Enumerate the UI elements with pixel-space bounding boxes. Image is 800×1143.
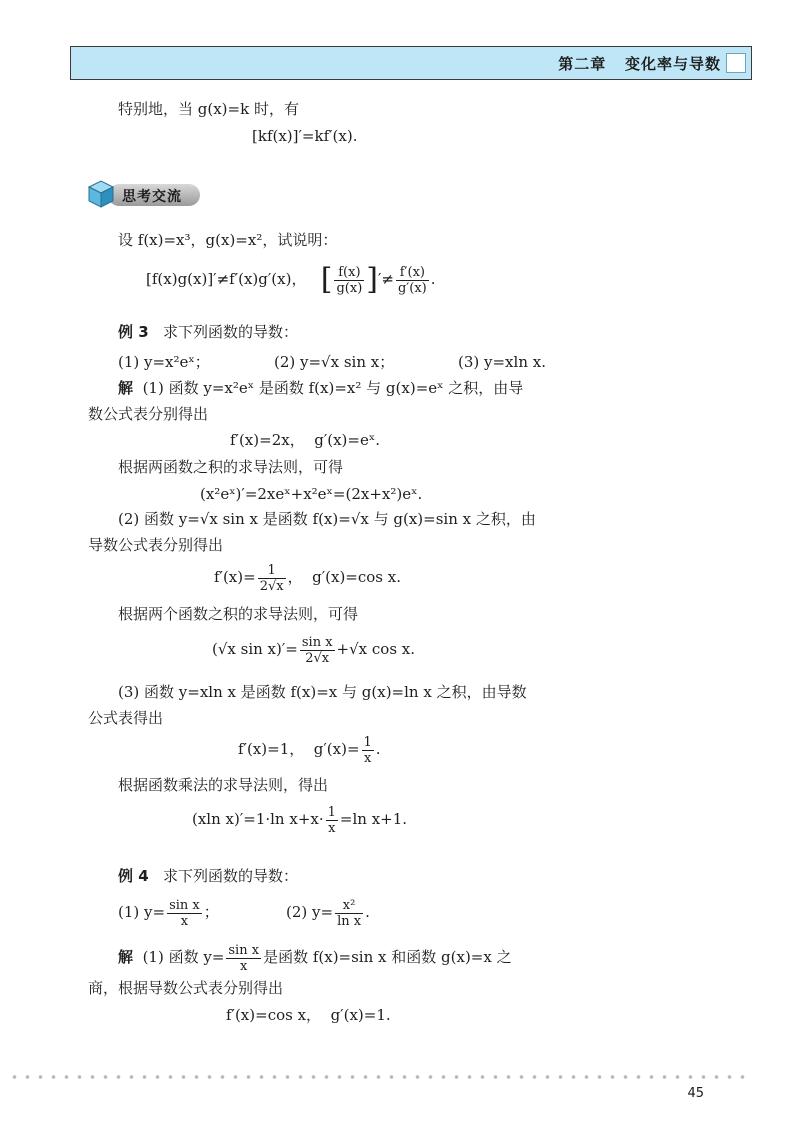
solution-line: 根据函数乘法的求导法则，得出 xyxy=(118,776,329,794)
problem-item: (3) y=xln x. xyxy=(458,353,546,371)
formula-line: (√x sin x)′= $\frac{\text{sin x}}{2√x}$ +√x cos x. xyxy=(212,634,416,666)
formula-line: f′(x)= $\frac{1}{2√x}$ ， g′(x)=cos x. xyxy=(214,562,401,594)
problem-item: (2) y=√x sin x； xyxy=(274,353,395,371)
text-line: 特别地，当 g(x)=k 时，有 xyxy=(118,100,299,118)
solution-line: 根据两个函数之积的求导法则，可得 xyxy=(118,605,359,623)
formula-line: f′(x)=1， g′(x)= $\frac{1}{x}$ . xyxy=(238,734,381,766)
text-line: 设 f(x)=x³，g(x)=x²，试说明： xyxy=(118,231,338,249)
think-exchange-badge xyxy=(86,176,206,214)
solution-line: (2) 函数 y=√x sin x 是函数 f(x)=√x 与 g(x)=sin x 之积，由 xyxy=(118,510,536,528)
chapter-title: 第二章 变化率与导数 xyxy=(558,55,721,73)
formula-line: f′(x)=cos x， g′(x)=1. xyxy=(226,1006,391,1024)
formula-line: (x²eˣ)′=2xeˣ+x²eˣ=(2x+x²)eˣ. xyxy=(200,485,423,503)
solution-line: 解 (1) 函数 y=x²eˣ 是函数 f(x)=x² 与 g(x)=eˣ 之积，由导 xyxy=(118,379,524,397)
formula-line: (xln x)′=1·ln x+x· $\frac{1}{x}$ =ln x+1. xyxy=(192,804,408,836)
formula-line: [kf(x)]′=kf′(x). xyxy=(252,127,358,145)
problem-item: (2) y= $\frac{\text{x²}}{\text{ln x}}$ . xyxy=(286,897,370,929)
solution-line: 公式表得出 xyxy=(88,709,164,727)
formula-line: f′(x)=2x， g′(x)=eˣ. xyxy=(230,431,380,449)
example-heading: 例 4 求下列函数的导数： xyxy=(118,867,298,885)
problem-item: (1) y= $\frac{\text{sin x}}{x}$ ； xyxy=(118,897,219,929)
solution-line: 导数公式表分别得出 xyxy=(88,536,224,554)
header-square-icon xyxy=(726,53,746,73)
example-heading: 例 3 求下列函数的导数： xyxy=(118,323,298,341)
badge-label: 思考交流 xyxy=(122,189,182,205)
footer-dotted-rule xyxy=(8,1074,748,1080)
problem-item: (1) y=x²eˣ； xyxy=(118,353,210,371)
chapter-header xyxy=(70,46,752,80)
solution-line: 商，根据导数公式表分别得出 xyxy=(88,979,284,997)
solution-line: 数公式表分别得出 xyxy=(88,405,209,423)
formula-line: [f(x)g(x)]′≠f′(x)g′(x)， [ $\frac{f(x)}{g(x)}$ ]′≠ $\frac{f'(x)}{g'(x)}$ . xyxy=(146,262,436,297)
solution-line: 解 (1) 函数 y= $\frac{\text{sin x}}{x}$ 是函数 f(x)=sin x 和函数 g(x)=x 之 xyxy=(118,942,512,974)
cube-icon xyxy=(86,178,116,210)
solution-line: 根据两函数之积的求导法则，可得 xyxy=(118,458,344,476)
page-number: 45 xyxy=(687,1086,704,1101)
solution-line: (3) 函数 y=xln x 是函数 f(x)=x 与 g(x)=ln x 之积，由导数 xyxy=(118,683,527,701)
